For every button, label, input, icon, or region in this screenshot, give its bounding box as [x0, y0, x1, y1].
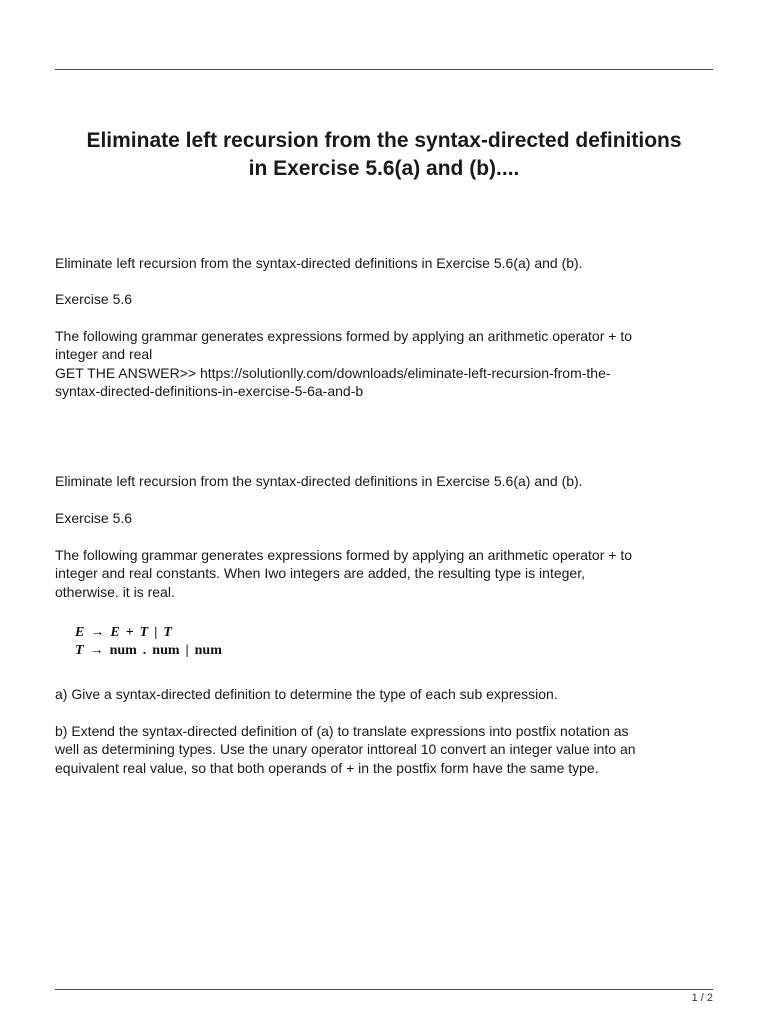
preview-line-1: The following grammar generates expressions formed by applying an arithmetic operator + to [55, 328, 633, 344]
grammar-productions [75, 624, 222, 660]
question-part-b [55, 722, 720, 777]
title-line-2: in Exercise 5.6(a) and (b).... [248, 157, 520, 180]
rule1-rhs-c: T [163, 625, 172, 640]
answer-link-line-1[interactable]: GET THE ANSWER>> https://solutionlly.com/downloads/eliminate-left-recursion-from-the- [55, 364, 611, 381]
rule2-lhs: T [75, 643, 84, 658]
part-b-line-2: well as determining types. Use the unary operator inttoreal 10 convert an integer value into an [55, 741, 636, 758]
body-intro: Eliminate left recursion from the syntax-directed definitions in Exercise 5.6(a) and (b). [55, 473, 583, 489]
grammar-desc-line-2: integer and real constants. When Iwo integers are added, the resulting type is integer, [55, 565, 585, 582]
preview-exercise-label: Exercise 5.6 [55, 291, 133, 307]
rule1-rhs-a: E [110, 625, 120, 640]
footer-rule [55, 989, 713, 990]
rule2-num-1: num [109, 643, 137, 658]
rule1-rhs-b: T [139, 625, 149, 640]
rule2-num-2: num [152, 643, 180, 658]
rule2-arrow: → [89, 643, 104, 658]
preview-line-2: integer and real [55, 346, 153, 363]
grammar-desc-line-3: otherwise. it is real. [55, 583, 175, 600]
rule1-arrow: → [90, 625, 105, 640]
part-b-line-1: b) Extend the syntax-directed definition of (a) to translate expressions into postfix notation as [55, 723, 629, 739]
rule2-bar: | [185, 643, 189, 658]
rule1-bar: | [154, 625, 158, 640]
grammar-description [55, 546, 720, 601]
question-part-a: a) Give a syntax-directed definition to determine the type of each sub expression. [55, 686, 558, 702]
rule1-plus: + [125, 625, 134, 640]
preview-intro: Eliminate left recursion from the syntax-directed definitions in Exercise 5.6(a) and (b). [55, 255, 583, 271]
grammar-rule-e [75, 624, 222, 642]
rule1-lhs: E [75, 625, 85, 640]
grammar-desc-line-1: The following grammar generates expressions formed by applying an arithmetic operator + to [55, 547, 633, 563]
part-b-line-3: equivalent real value, so that both operands of + in the postfix form have the same type. [55, 759, 599, 776]
document-title [40, 127, 728, 183]
title-line-1: Eliminate left recursion from the syntax-directed definitions [86, 129, 682, 152]
answer-link-line-2[interactable]: syntax-directed-definitions-in-exercise-5-6a-and-b [55, 383, 364, 400]
header-rule [55, 69, 713, 70]
preview-description [55, 327, 720, 401]
body-exercise-label: Exercise 5.6 [55, 510, 133, 526]
rule2-dot: . [142, 643, 147, 658]
rule2-num-3: num [194, 643, 222, 658]
page-indicator: 1 / 2 [691, 992, 713, 1004]
grammar-rule-t [75, 642, 222, 660]
